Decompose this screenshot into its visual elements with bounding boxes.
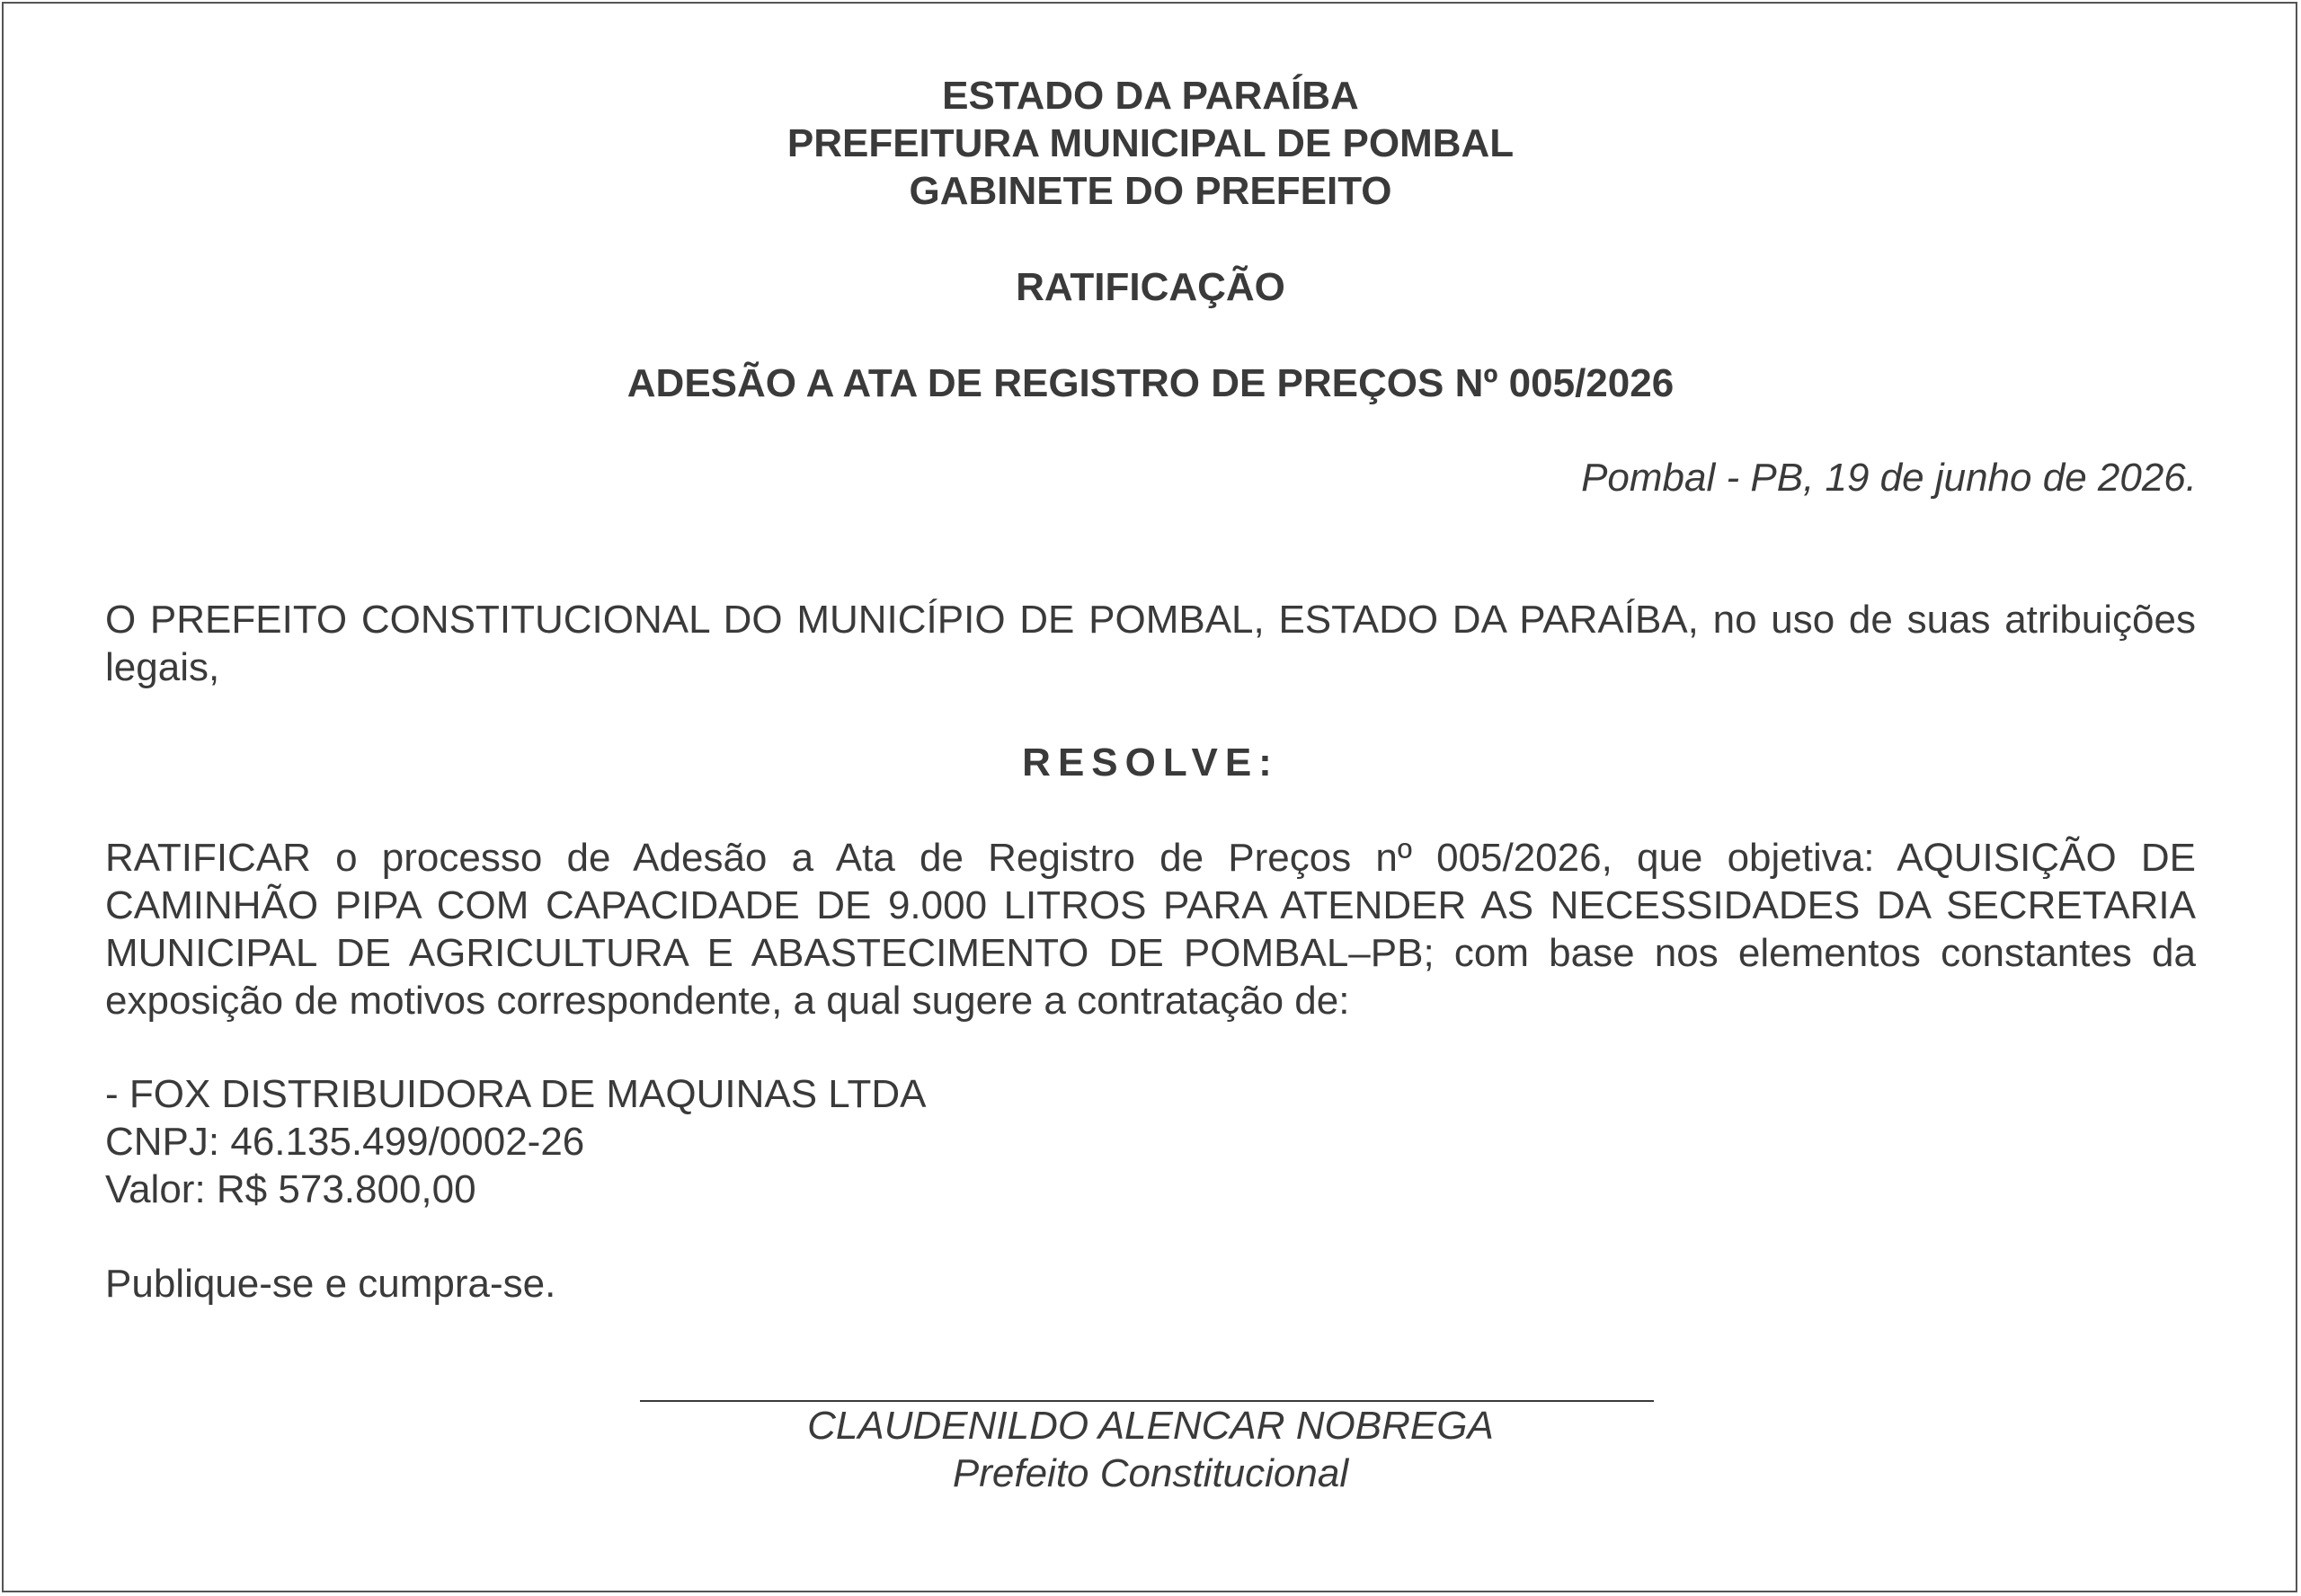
header-prefecture: PREFEITURA MUNICIPAL DE POMBAL <box>786 121 1515 165</box>
document-date: Pombal - PB, 19 de junho de 2026. <box>1581 456 2197 500</box>
company-name: - FOX DISTRIBUIDORA DE MAQUINAS LTDA <box>105 1072 927 1116</box>
document-header <box>0 72 2301 215</box>
signature-block <box>0 1402 2301 1497</box>
signatory-name: CLAUDENILDO ALENCAR NOBREGA <box>807 1404 1494 1448</box>
closing-text: Publique-se e cumpra-se. <box>105 1262 556 1306</box>
company-block <box>105 1070 927 1213</box>
intro-paragraph: O PREFEITO CONSTITUCIONAL DO MUNICÍPIO DE POMBAL, ESTADO DA PARAÍBA, no uso de suas atribuições legais, <box>105 598 2196 689</box>
document-subtitle: ADESÃO A ATA DE REGISTRO DE PREÇOS Nº 005/2026 <box>626 361 1675 405</box>
signatory-role: Prefeito Constitucional <box>952 1451 1349 1495</box>
document-border <box>2 2 2297 1592</box>
document-title: RATIFICAÇÃO <box>1016 265 1285 309</box>
resolve-heading: RESOLVE: <box>1022 740 1279 785</box>
contract-value: Valor: R$ 573.800,00 <box>105 1167 476 1211</box>
header-office: GABINETE DO PREFEITO <box>909 169 1392 213</box>
header-state: ESTADO DA PARAÍBA <box>942 74 1359 118</box>
company-cnpj: CNPJ: 46.135.499/0002-26 <box>105 1120 585 1164</box>
ratification-paragraph: RATIFICAR o processo de Adesão a Ata de Registro de Preços nº 005/2026, que objetiva: AQUISIÇÃO DE CAMINHÃO PIPA COM CAPACIDADE DE 9.000 LITROS PARA ATENDER AS NECESSIDADES DA SECRETARIA MUNICIPAL DE AGRICULTURA E ABASTECIMENTO DE POMBAL–PB; com base nos elementos constantes da exposição de motivos correspondente, a qual sugere a contratação de: <box>105 836 2196 1023</box>
